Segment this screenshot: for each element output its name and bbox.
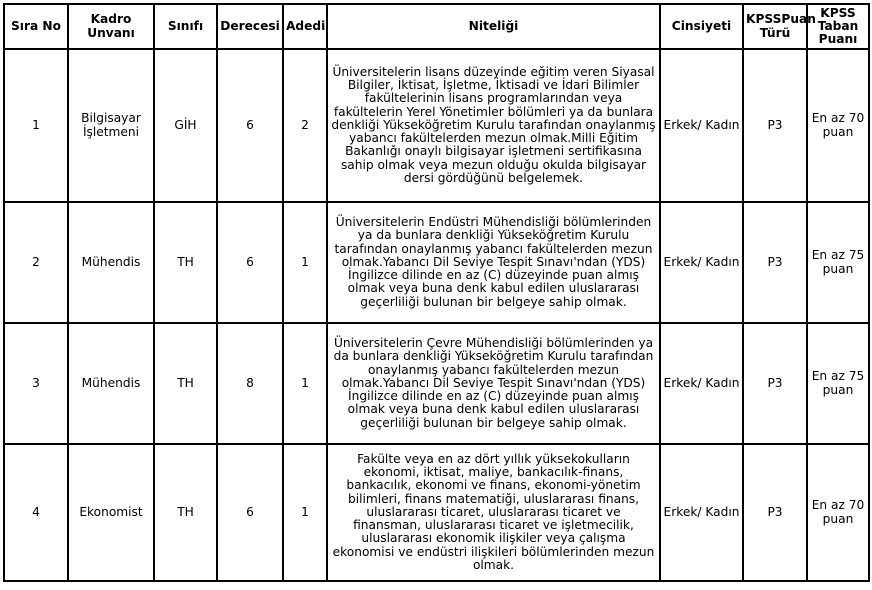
sira-no-cell: 4 <box>4 444 68 581</box>
kadro-unvani-cell: Ekonomist <box>68 444 154 581</box>
table-row <box>4 323 869 444</box>
niteligi-cell: Üniversitelerin Çevre Mühendisliği bölümlerinden ya da bunlara denkliği Yükseköğretim Kurulu tarafından onaylanmış yabancı fakültelerden mezun olmak.Yabancı Dil Seviye Tespit Sınavı'ndan (YDS) İngilizce dilinde en az (C) düzeyinde puan almış olmak veya buna denk kabul edilen uluslararası geçerliliği bulunan bir belgeye sahip olmak. <box>327 323 660 444</box>
niteligi-cell: Fakülte veya en az dört yıllık yüksekokulların ekonomi, iktisat, maliye, bankacılık-finans, bankacılık, ekonomi ve finans, ekonomi-yönetim bilimleri, finans matematiği, uluslararası finans, uluslararası ticaret, uluslararası ticaret ve finansman, uluslararası ticaret ve işletmecilik, uluslararası ekonomik ilişkiler veya çalışma ekonomisi ve endüstri ilişkileri bölümlerinden mezun olmak. <box>327 444 660 581</box>
kpss-taban-puani-cell: En az 75 puan <box>807 202 869 323</box>
kadro-unvani-cell: Mühendis <box>68 323 154 444</box>
adedi-cell: 2 <box>283 49 327 202</box>
kpss-taban-puani-cell: En az 70 puan <box>807 49 869 202</box>
header-cinsiyeti: Cinsiyeti <box>660 4 743 49</box>
kpss-taban-puani-cell: En az 70 puan <box>807 444 869 581</box>
header-derecesi: Derecesi <box>217 4 283 49</box>
sinifi-cell: TH <box>154 323 217 444</box>
adedi-cell: 1 <box>283 323 327 444</box>
header-row <box>4 4 869 49</box>
derecesi-cell: 6 <box>217 49 283 202</box>
niteligi-cell: Üniversitelerin Endüstri Mühendisliği bölümlerinden ya da bunlara denkliği Yükseköğretim Kurulu tarafından onaylanmış yabancı fakültelerden mezun olmak.Yabancı Dil Seviye Tespit Sınavı'ndan (YDS) İngilizce dilinde en az (C) düzeyinde puan almış olmak veya buna denk kabul edilen uluslararası geçerliliği bulunan bir belgeye sahip olmak. <box>327 202 660 323</box>
header-niteligi: Niteliği <box>327 4 660 49</box>
table-row <box>4 202 869 323</box>
derecesi-cell: 6 <box>217 444 283 581</box>
kadro-table <box>3 3 870 582</box>
derecesi-cell: 6 <box>217 202 283 323</box>
header-kadro-unvani: Kadro Unvanı <box>68 4 154 49</box>
sira-no-cell: 3 <box>4 323 68 444</box>
adedi-cell: 1 <box>283 202 327 323</box>
cinsiyeti-cell: Erkek/ Kadın <box>660 444 743 581</box>
kpss-puan-turu-cell: P3 <box>743 444 807 581</box>
sira-no-cell: 2 <box>4 202 68 323</box>
kpss-puan-turu-cell: P3 <box>743 323 807 444</box>
kpss-taban-puani-cell: En az 75 puan <box>807 323 869 444</box>
sinifi-cell: GİH <box>154 49 217 202</box>
cinsiyeti-cell: Erkek/ Kadın <box>660 323 743 444</box>
header-sinifi: Sınıfı <box>154 4 217 49</box>
sira-no-cell: 1 <box>4 49 68 202</box>
adedi-cell: 1 <box>283 444 327 581</box>
cinsiyeti-cell: Erkek/ Kadın <box>660 202 743 323</box>
table-row <box>4 49 869 202</box>
niteligi-cell: Üniversitelerin lisans düzeyinde eğitim veren Siyasal Bilgiler, İktisat, İşletme, İktisadi ve İdari Bilimler fakültelerinin lisans programlarından veya fakültelerin Yerel Yönetimler bölümleri ya da bunlara denkliği Yükseköğretim Kurulu tarafından onaylanmış yabancı fakültelerden mezun olmak.Milli Eğitim Bakanlığı onaylı bilgisayar işletmeni sertifikasına sahip olmak veya mezun olduğu okulda bilgisayar dersi gördüğünü belgelemek. <box>327 49 660 202</box>
header-sira-no: Sıra No <box>4 4 68 49</box>
kpss-puan-turu-cell: P3 <box>743 202 807 323</box>
header-kpss-puan-turu: KPSSPuan Türü <box>743 4 807 49</box>
sinifi-cell: TH <box>154 444 217 581</box>
kadro-unvani-cell: Bilgisayar İşletmeni <box>68 49 154 202</box>
table-row <box>4 444 869 581</box>
header-kpss-taban-puani: KPSS Taban Puanı <box>807 4 869 49</box>
kadro-table-wrapper <box>3 3 870 582</box>
cinsiyeti-cell: Erkek/ Kadın <box>660 49 743 202</box>
kadro-unvani-cell: Mühendis <box>68 202 154 323</box>
kpss-puan-turu-cell: P3 <box>743 49 807 202</box>
sinifi-cell: TH <box>154 202 217 323</box>
derecesi-cell: 8 <box>217 323 283 444</box>
header-adedi: Adedi <box>283 4 327 49</box>
